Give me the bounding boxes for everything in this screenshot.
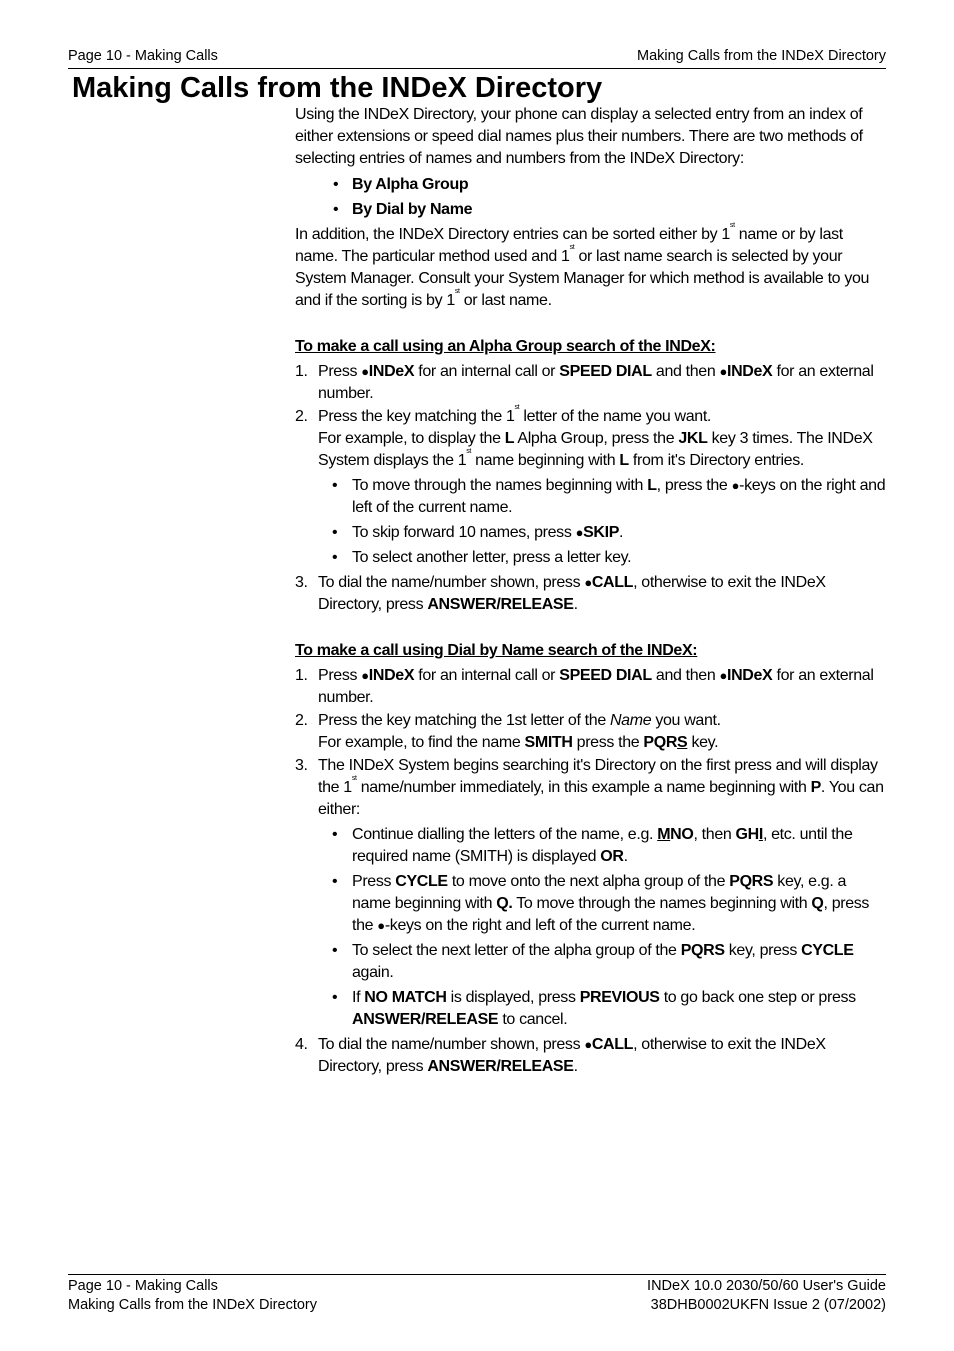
- list-item: • Continue dialling the letters of the name, e.g. MNO, then GHI, etc. until the required name (SMITH) is displayed OR.: [318, 824, 887, 868]
- list-item: • To skip forward 10 names, press ●SKIP.: [318, 522, 887, 544]
- list-item: 2. Press the key matching the 1st letter of the Name you want. For example, to find the name SMITH press the PQRS key.: [295, 712, 721, 751]
- intro-paragraph: Using the INDeX Directory, your phone can display a selected entry from an index of either extensions or speed dial names plus their numbers. There are two methods of selecting entries of names and numbers from the INDeX Directory:: [295, 106, 863, 167]
- soft-key-dot-icon: ●: [361, 364, 369, 379]
- page-footer: [68, 1274, 886, 1313]
- list-item: 1. Press ●INDeX for an internal call or SPEED DIAL and then ●INDeX for an external number.: [295, 363, 874, 402]
- main-content: [295, 104, 887, 1079]
- soft-key-dot-icon: ●: [719, 668, 727, 683]
- soft-key-dot-icon: ●: [584, 575, 592, 590]
- header-left: Page 10 - Making Calls: [68, 48, 218, 64]
- list-item: • By Dial by Name: [295, 199, 887, 221]
- footer-right: INDeX 10.0 2030/50/60 User's Guide 38DHB0002UKFN Issue 2 (07/2002): [647, 1278, 886, 1313]
- soft-key-dot-icon: ●: [361, 668, 369, 683]
- list-item: • To select the next letter of the alpha group of the PQRS key, press CYCLE again.: [318, 940, 887, 984]
- soft-key-dot-icon: ●: [719, 364, 727, 379]
- soft-key-dot-icon: ●: [377, 918, 385, 933]
- sorting-paragraph: In addition, the INDeX Directory entries can be sorted either by 1st name or by last name. The particular method used and 1st or last name search is selected by your System Manager. Consult your System Manager for which method is available to you and if the sorting is by 1st or last name.: [295, 222, 870, 309]
- footer-left: Page 10 - Making Calls Making Calls from the INDeX Directory: [68, 1278, 317, 1313]
- dial-by-name-steps: [295, 665, 887, 1078]
- list-item: • Press CYCLE to move onto the next alpha group of the PQRS key, e.g. a name beginning with Q. To move through the names beginning with Q, press the ●-keys on the right and left of the current name.: [318, 871, 887, 937]
- list-item: • To select another letter, press a letter key.: [318, 547, 887, 569]
- list-item: 3. To dial the name/number shown, press ●CALL, otherwise to exit the INDeX Directory, press ANSWER/RELEASE.: [295, 574, 826, 613]
- methods-list: [295, 174, 887, 221]
- dial-by-name-tips: [318, 824, 887, 1031]
- dial-by-name-heading: To make a call using Dial by Name search of the INDeX:: [295, 642, 698, 659]
- list-item: 2. Press the key matching the 1st letter of the name you want. For example, to display the L Alpha Group, press the JKL key 3 times. The INDeX System displays the 1st name beginning with L from it's Directory entries. • To move through the names beginning with L, press the ●-keys on the right and left of the current name. • To skip forward 10 names, press ●SKIP. • To select another letter, press a letter key.: [295, 406, 887, 569]
- alpha-group-tips: [318, 475, 887, 569]
- list-item: • By Alpha Group: [295, 174, 887, 196]
- soft-key-dot-icon: ●: [731, 478, 740, 493]
- page-header: [68, 44, 886, 69]
- list-item: 4. To dial the name/number shown, press ●CALL, otherwise to exit the INDeX Directory, press ANSWER/RELEASE.: [295, 1036, 826, 1075]
- page-title: Making Calls from the INDeX Directory: [72, 72, 603, 104]
- list-item: 3. The INDeX System begins searching it's Directory on the first press and will display the 1st name/number immediately, in this example a name beginning with P. You can either: • Continue dialling the letters of the name, e.g. MNO, then GHI, etc. until the required name (SMITH) is displayed OR. • Press CYCLE to move onto the next alpha group of the PQRS key, e.g. a name beginning with Q. To move through the names beginning with Q, press the ●-keys on the right and left of the current name. • To select the next letter of the alpha group of the PQRS key, press CYCLE again. • If NO MATCH is displayed, press PREVIOUS to go back one step or press ANSWER/RELEASE to cancel.: [295, 755, 887, 1031]
- list-item: • To move through the names beginning with L, press the ●-keys on the right and left of the current name.: [318, 475, 887, 519]
- list-item: • If NO MATCH is displayed, press PREVIOUS to go back one step or press ANSWER/RELEASE to cancel.: [318, 987, 887, 1031]
- alpha-group-heading: To make a call using an Alpha Group search of the INDeX:: [295, 338, 716, 355]
- soft-key-dot-icon: ●: [575, 525, 584, 540]
- list-item: 1. Press ●INDeX for an internal call or SPEED DIAL and then ●INDeX for an external number.: [295, 667, 874, 706]
- header-right: Making Calls from the INDeX Directory: [637, 48, 886, 64]
- soft-key-dot-icon: ●: [584, 1037, 592, 1052]
- alpha-group-steps: [295, 361, 887, 616]
